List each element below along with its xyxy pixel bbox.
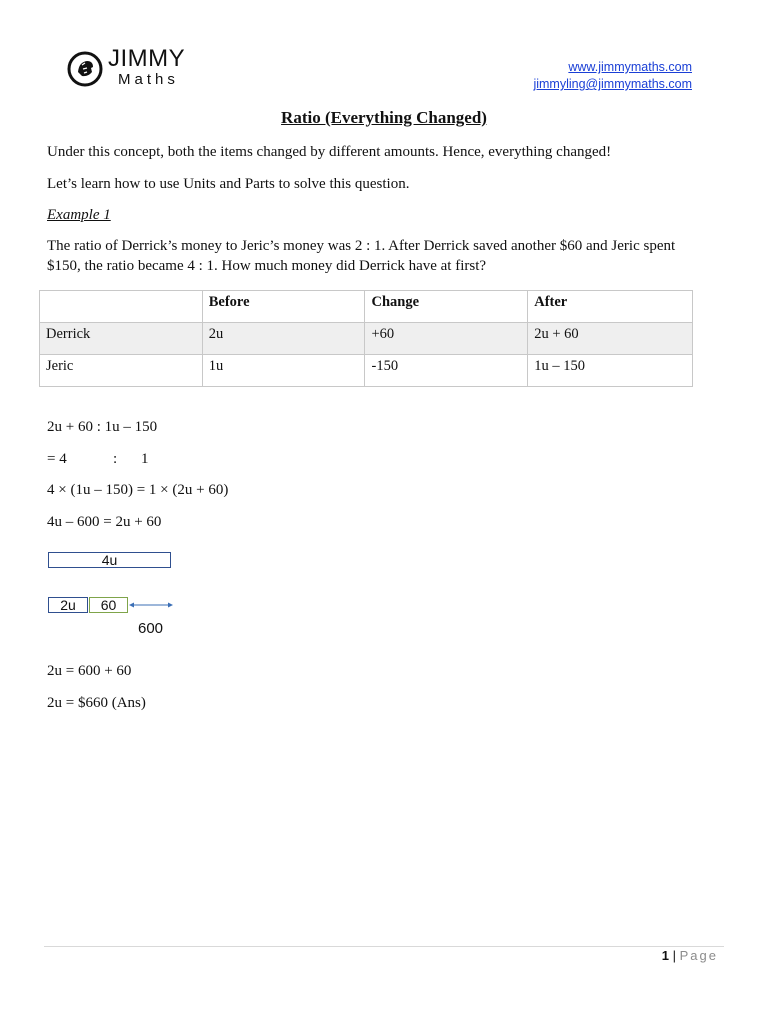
page-title: Ratio (Everything Changed) (281, 108, 487, 127)
logo (66, 45, 206, 94)
question-line-2: $150, the ratio became 4 : 1. How much money did Derrick have at first? (47, 258, 487, 274)
table-header-cell (40, 291, 203, 323)
page-footer (662, 948, 718, 963)
table-cell: Derrick (40, 323, 203, 355)
working-line-1: 2u + 60 : 1u – 150 (47, 419, 158, 435)
table-cell: +60 (365, 323, 528, 355)
double-arrow-icon (128, 598, 174, 612)
table-row (40, 323, 693, 355)
working-line-3: 4 × (1u – 150) = 1 × (2u + 60) (47, 482, 229, 498)
bar-4u: 4u (48, 552, 171, 568)
logo-word: JIMMY (108, 45, 186, 72)
table-cell: 2u (202, 323, 365, 355)
table-header-row (40, 291, 693, 323)
table-cell: -150 (365, 355, 528, 387)
gap-label-600: 600 (138, 620, 164, 637)
working-line-4: 4u – 600 = 2u + 60 (47, 514, 162, 530)
logo-subtitle: Maths (118, 71, 179, 88)
table-cell: 1u (202, 355, 365, 387)
question-line-1: The ratio of Derrick’s money to Jeric’s money was 2 : 1. After Derrick saved another $60 and Jeric spent (47, 238, 676, 254)
example-heading: Example 1 (47, 207, 111, 223)
email-link[interactable]: jimmyling@jimmymaths.com (533, 77, 692, 91)
working-line-2b: 1 (141, 451, 149, 467)
bar-60: 60 (89, 597, 128, 613)
footer-divider (44, 946, 724, 947)
table-row (40, 355, 693, 387)
solution-line-2: 2u = $660 (Ans) (47, 695, 146, 711)
learn-paragraph: Let’s learn how to use Units and Parts to solve this question. (47, 176, 410, 192)
page-number: 1 (661, 948, 669, 963)
bar-2u: 2u (48, 597, 88, 613)
footer-separator: | (672, 948, 676, 963)
page-word: Page (679, 948, 718, 963)
table-cell: 1u – 150 (528, 355, 693, 387)
working-line-2-colon: : (113, 451, 118, 467)
working-line-2a: = 4 (47, 451, 67, 467)
lion-logo-icon (66, 50, 104, 88)
table-header-cell: After (528, 291, 693, 323)
contact-info (533, 59, 692, 93)
table-cell: Jeric (40, 355, 203, 387)
intro-paragraph: Under this concept, both the items changed by different amounts. Hence, everything changed! (47, 144, 612, 160)
website-link[interactable]: www.jimmymaths.com (568, 60, 692, 74)
solution-line-1: 2u = 600 + 60 (47, 663, 132, 679)
table-header-cell: Change (365, 291, 528, 323)
table-header-cell: Before (202, 291, 365, 323)
table-cell: 2u + 60 (528, 323, 693, 355)
change-table (39, 290, 693, 387)
